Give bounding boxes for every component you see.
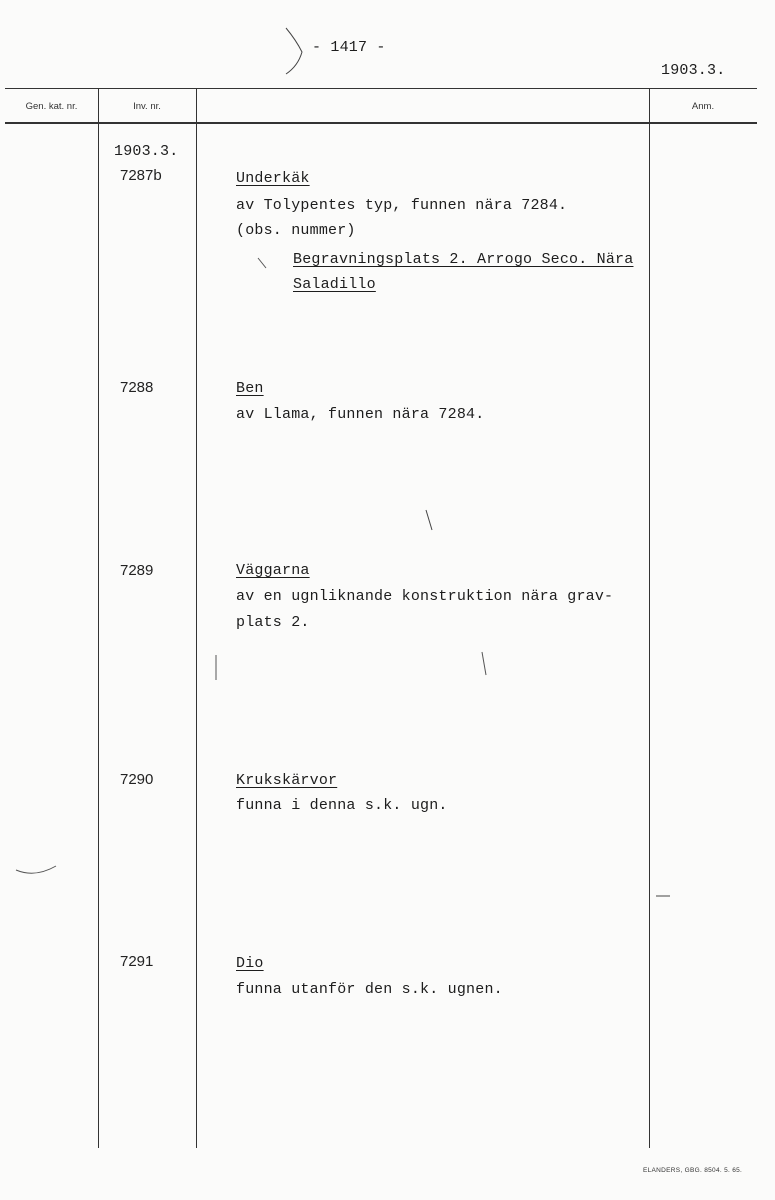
entry-line: funna i denna s.k. ugn.: [236, 797, 448, 814]
entry-title: Ben: [236, 380, 264, 397]
year-marker: 1903.3.: [114, 143, 179, 160]
entry-line: plats 2.: [236, 614, 310, 631]
inv-number: 7289: [120, 562, 154, 579]
ink-stroke-mark: [286, 28, 302, 74]
entry-title: Dio: [236, 955, 264, 972]
column-header-inv-nr: Inv. nr.: [133, 101, 161, 112]
printer-mark: ELANDERS, GBG. 8504. 5. 65.: [643, 1167, 743, 1174]
entry-subline: Begravningsplats 2. Arrogo Seco. Nära: [293, 251, 634, 268]
page-number: - 1417 -: [312, 39, 386, 56]
inv-number: 7290: [120, 771, 154, 788]
inv-number: 7291: [120, 953, 154, 970]
ink-stroke-mark: [482, 652, 486, 675]
year-heading: 1903.3.: [661, 62, 726, 79]
column-header-gen-kat-nr: Gen. kat. nr.: [25, 101, 78, 112]
entry-line: funna utanför den s.k. ugnen.: [236, 981, 503, 998]
entry-title: Väggarna: [236, 562, 310, 579]
entry-line: av Tolypentes typ, funnen nära 7284.: [236, 197, 568, 214]
inv-number: 7287b: [120, 167, 162, 184]
column-header-anm: Anm.: [691, 101, 715, 112]
ink-stroke-mark: [258, 258, 266, 268]
entry-title: Krukskärvor: [236, 772, 338, 789]
entry-title: Underkäk: [236, 170, 310, 187]
entry-line: av Llama, funnen nära 7284.: [236, 406, 485, 423]
ink-stroke-mark: [426, 510, 432, 530]
inv-number: 7288: [120, 379, 154, 396]
entry-subline: Saladillo: [293, 276, 376, 293]
entry-line: (obs. nummer): [236, 222, 356, 239]
ink-stroke-mark: [16, 866, 56, 873]
entry-line: av en ugnliknande konstruktion nära grav-: [236, 588, 614, 605]
